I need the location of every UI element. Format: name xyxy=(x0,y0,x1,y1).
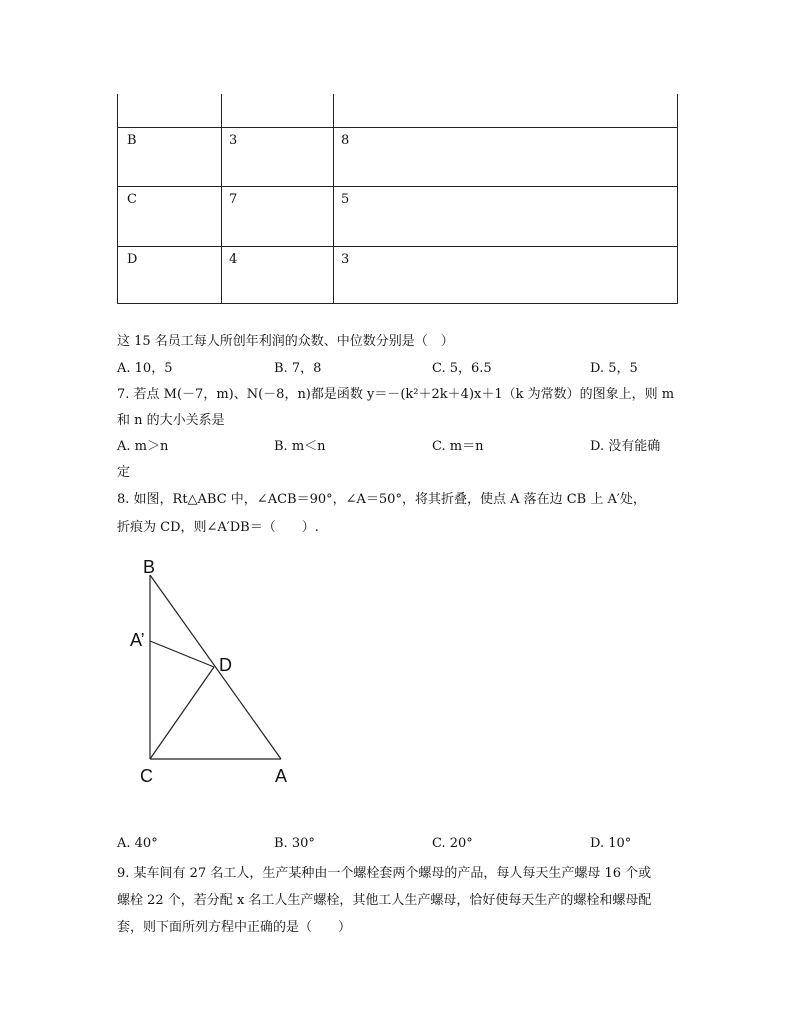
table-border-bottom xyxy=(117,303,678,304)
q7-stem-line2: 和 n 的大小关系是 xyxy=(117,413,225,428)
q7-option-d: D. 没有能确 xyxy=(590,439,661,454)
q7-stem-line1: 7. 若点 M(－7，m)、N(－8，n)都是函数 y＝－(k²＋2k＋4)x＋1（k 为常数）的图象上，则 m xyxy=(117,387,675,402)
q7-option-c: C. m＝n xyxy=(432,439,484,454)
table-cell: 8 xyxy=(341,133,350,148)
q9-line1: 9. 某车间有 27 名工人，生产某种由一个螺栓套两个螺母的产品，每人每天生产螺母 16 个或 xyxy=(117,866,652,881)
segment-a-prime-d xyxy=(150,641,214,667)
table-cell-label: D xyxy=(127,252,138,267)
table-cell: 5 xyxy=(341,192,350,207)
q9-line2: 螺栓 22 个，若分配 x 名工人生产螺栓，其他工人生产螺母，恰好使每天生产的螺栓和螺母配 xyxy=(117,893,652,908)
q8-option-a: A. 40° xyxy=(117,836,158,851)
label-b: B xyxy=(143,557,156,577)
q6-option-a: A. 10，5 xyxy=(117,361,173,376)
table-cell: 3 xyxy=(341,252,350,267)
fold-line-cd xyxy=(150,667,214,759)
q9-line3: 套，则下面所列方程中正确的是（ ） xyxy=(117,920,352,935)
table-cell-label: B xyxy=(127,133,137,148)
q6-stem: 这 15 名员工每人所创年利润的众数、中位数分别是（ ） xyxy=(117,334,454,349)
label-a-prime: A’ xyxy=(130,630,145,650)
table-row-line-1 xyxy=(117,127,678,128)
table-divider-2 xyxy=(333,94,334,304)
q8-option-b: B. 30° xyxy=(274,836,315,851)
table-divider-1 xyxy=(221,94,222,304)
q6-option-d: D. 5，5 xyxy=(590,361,638,376)
label-c: C xyxy=(140,766,153,786)
table-cell: 4 xyxy=(229,252,238,267)
label-d: D xyxy=(219,655,232,675)
table-row-line-3 xyxy=(117,246,678,247)
table-cell: 3 xyxy=(229,133,238,148)
q8-stem-line1: 8. 如图，Rt△ABC 中，∠ACB＝90°，∠A＝50°，将其折叠，使点 A 落在边 CB 上 A′处， xyxy=(117,492,646,507)
table-row-line-2 xyxy=(117,186,678,187)
q7-option-a: A. m＞n xyxy=(117,439,169,454)
q7-option-b: B. m＜n xyxy=(274,439,326,454)
q6-option-c: C. 5，6.5 xyxy=(432,361,492,376)
label-a: A xyxy=(275,766,288,786)
q8-triangle-figure xyxy=(120,550,320,800)
q8-option-c: C. 20° xyxy=(432,836,473,851)
q7-option-d-wrap: 定 xyxy=(117,465,131,480)
table-cell-label: C xyxy=(127,192,137,207)
q8-stem-line2: 折痕为 CD，则∠A′DB＝（ ）. xyxy=(117,520,319,535)
table-border-left xyxy=(117,94,118,304)
table-cell: 7 xyxy=(229,192,238,207)
table-border-right xyxy=(677,94,678,304)
q8-option-d: D. 10° xyxy=(590,836,632,851)
q6-option-b: B. 7，8 xyxy=(274,361,322,376)
